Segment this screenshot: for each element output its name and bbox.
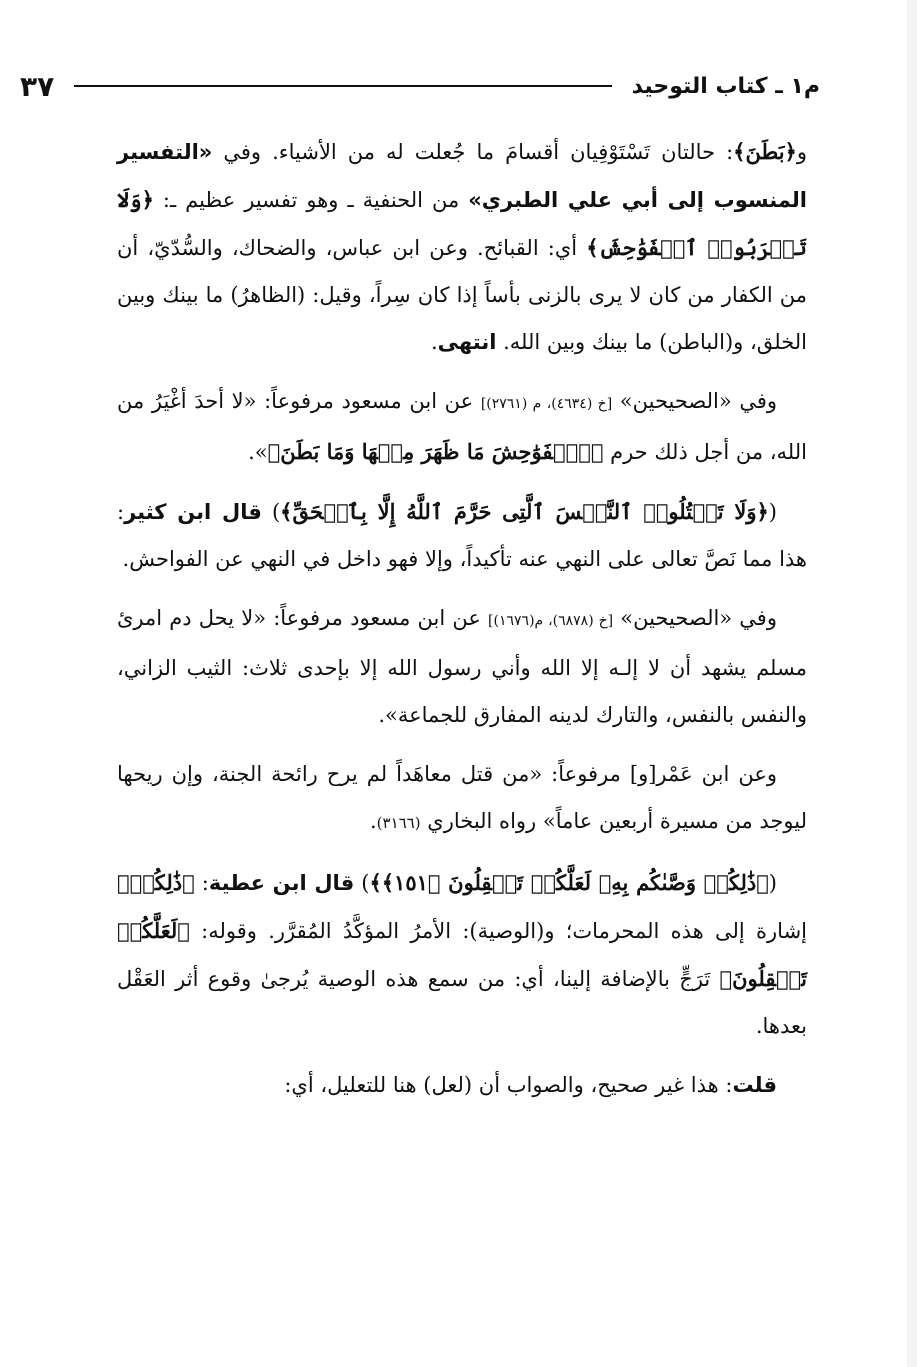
quran-quote: ﴿وَلَا تَقۡرَبُوا۟ ٱلۡفَوَٰحِشَ﴾ bbox=[117, 187, 807, 260]
quran-quote: ﴿لَعَلَّكُمۡ تَعۡقِلُونَ﴾ bbox=[117, 918, 807, 991]
hadith-text: وعن ابن عَمْر[و] مرفوعاً: «من قتل معاهَداً لم يرح رائحة الجنة، وإن ريحها ليوجد من مسيرة أربعين عاماً» رواه البخاري bbox=[117, 762, 807, 833]
end-marker: انتهى bbox=[437, 330, 497, 354]
hadith-reference: [خ (٦٨٧٨)، م(١٦٧٦)] bbox=[488, 613, 614, 629]
text: تَرَجٍّ بالإضافة إلينا، أي: من سمع هذه الوصية يُرجىٰ وقوع أثر العَقْل بعدها. bbox=[117, 967, 807, 1038]
quran-quote: ﴿بَطَنَ﴾ bbox=[733, 139, 797, 164]
text: . bbox=[369, 809, 377, 833]
text: ». bbox=[248, 440, 268, 464]
text: ( bbox=[768, 500, 777, 524]
paragraph-7 bbox=[117, 1062, 807, 1109]
text: : هذا مما نَصَّ تعالى على النهي عنه تأكيداً، وإلا فهو داخل في النهي عن الفواحش. bbox=[117, 500, 807, 571]
quran-quote: ﴿ذَٰلِكُمۡ﴾ bbox=[117, 870, 195, 895]
quran-quote: ﴿ذَٰلِكُمۡ وَصَّىٰكُم بِهِۦ لَعَلَّكُمۡ تَعۡقِلُونَ ﴿١٥١﴾﴾ bbox=[369, 870, 769, 895]
text: ) bbox=[261, 500, 281, 524]
author-note-label: قلت bbox=[732, 1073, 777, 1097]
text: ) bbox=[354, 871, 370, 895]
hadith-reference: (٣١٦٦) bbox=[376, 814, 421, 832]
paragraph-2 bbox=[117, 378, 807, 476]
text: و bbox=[796, 140, 807, 164]
hadith-text: عن ابن مسعود مرفوعاً: «لا أحدَ أغْيَرُ من الله، من أجل ذلك حرم bbox=[117, 389, 807, 464]
text: أي: القبائح. وعن ابن عباس، والضحاك، والسُّدّيّ، أن من الكفار من كان لا يرى بالزنى بأساً إذا كان سِراً، وقيل: (الظاهرُ) ما بينك وبين الخلق، و(الباطن) ما بينك وبين الله. bbox=[117, 236, 807, 354]
paragraph-5 bbox=[117, 751, 807, 847]
text: من الحنفية ـ وهو تفسير عظيم ـ: bbox=[153, 188, 469, 212]
paragraph-3 bbox=[117, 488, 807, 583]
text: : bbox=[194, 871, 209, 895]
paragraph-6 bbox=[117, 859, 807, 1050]
page-number: ٣٧ bbox=[20, 69, 55, 103]
running-head: م١ ـ كتاب التوحيد bbox=[631, 73, 820, 99]
text: وفي «الصحيحين» bbox=[613, 606, 777, 630]
hadith-reference: [خ (٤٦٣٤)، م (٢٧٦١)] bbox=[480, 396, 613, 412]
paragraph-4 bbox=[117, 595, 807, 739]
header-rule bbox=[74, 85, 611, 87]
text: : هذا غير صحيح، والصواب أن (لعل) هنا للتعليل، أي: bbox=[284, 1073, 733, 1097]
scan-edge bbox=[907, 0, 917, 1367]
text: : حالتان تَسْتَوْفِيان أقسامَ ما جُعلت له من الأشياء. وفي bbox=[212, 140, 734, 164]
text: ( bbox=[768, 871, 777, 895]
quran-quote: ﴿وَلَا تَقۡتُلُوا۟ ٱلنَّفۡسَ ٱلَّتِی حَرَّمَ ٱللَّهُ إِلَّا بِٱلۡحَقِّ﴾ bbox=[280, 499, 769, 524]
hadith-text: عن ابن مسعود مرفوعاً: «لا يحل دم امرئ مسلم يشهد أن لا إلـه إلا الله وأني رسول الله إلا بإحدى ثلاث: الثيب الزاني، والنفس بالنفس، والتارك لدينه المفارق للجماعة». bbox=[117, 606, 807, 727]
book-title: «التفسير المنسوب إلى أبي علي الطبري» bbox=[117, 140, 808, 212]
paragraph-1 bbox=[117, 128, 807, 366]
scholar-attribution: قال ابن عطية bbox=[208, 871, 355, 895]
text: إشارة إلى هذه المحرمات؛ و(الوصية): الأمرُ المؤكَّدُ المُقرَّر. وقوله: bbox=[189, 919, 807, 943]
period: . bbox=[430, 330, 438, 354]
text: وفي «الصحيحين» bbox=[612, 389, 778, 413]
scholar-attribution: قال ابن كثير bbox=[124, 500, 262, 524]
quran-quote: ﴿ٱلۡفَوَٰحِشَ مَا ظَهَرَ مِنۡهَا وَمَا بَطَنَ﴾ bbox=[267, 439, 604, 464]
page-body bbox=[117, 128, 807, 1121]
page-header bbox=[20, 62, 820, 110]
